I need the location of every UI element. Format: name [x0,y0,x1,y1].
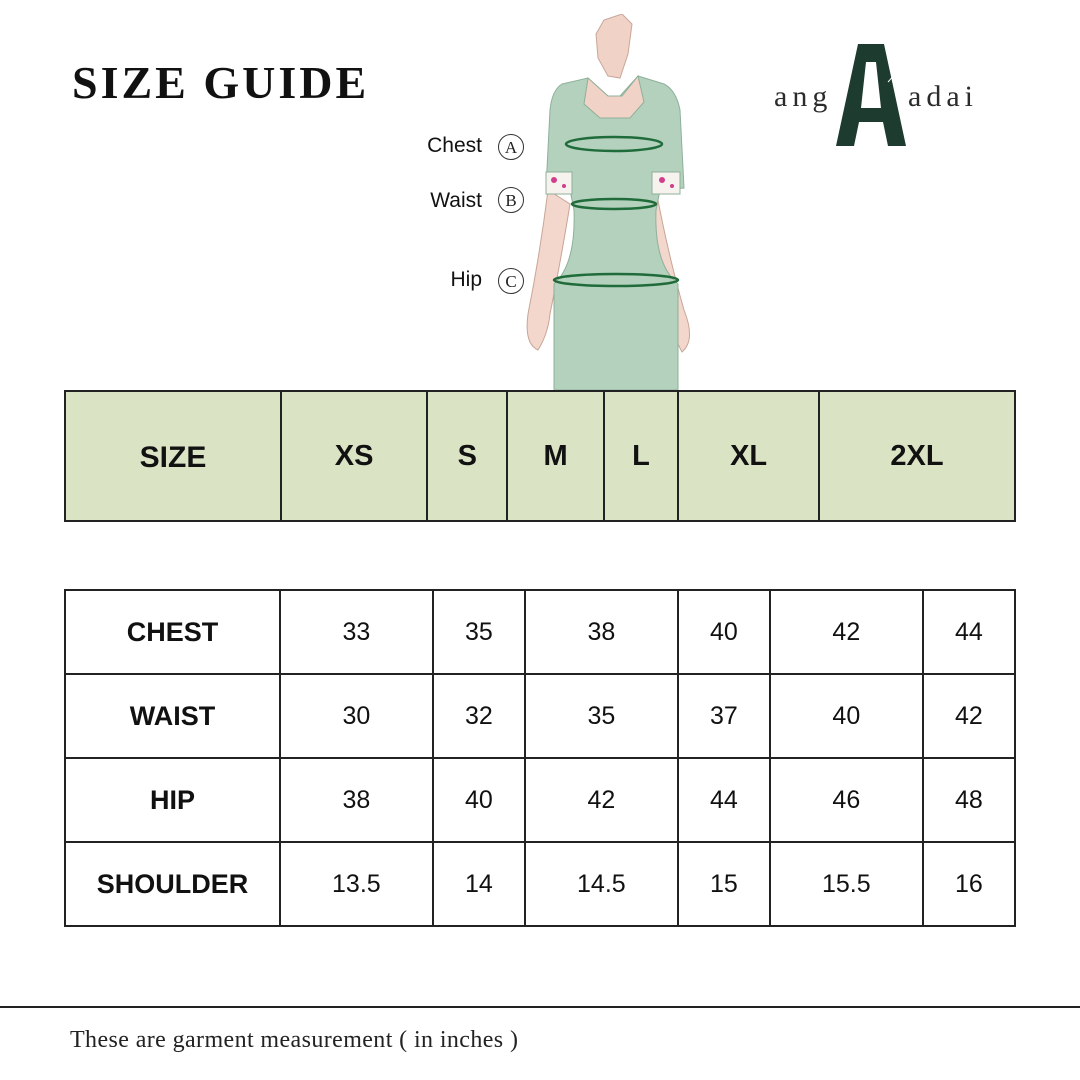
table-cell: 35 [525,674,678,758]
row-header-shoulder: SHOULDER [65,842,280,926]
table-cell: 38 [525,590,678,674]
table-row [65,674,1015,758]
size-2xl: 2XL [819,391,1015,521]
size-l: L [604,391,678,521]
table-row [65,758,1015,842]
chest-label: Chest [427,134,482,157]
logo-text-left: ang [774,80,833,113]
hip-marker: C [498,268,524,294]
table-cell: 14.5 [525,842,678,926]
table-cell: 30 [280,674,433,758]
table-row [65,590,1015,674]
row-header-chest: CHEST [65,590,280,674]
table-cell: 37 [678,674,770,758]
table-cell: 40 [770,674,923,758]
table-cell: 42 [770,590,923,674]
table-cell: 38 [280,758,433,842]
logo-letter-a-icon [836,42,906,148]
table-cell: 44 [678,758,770,842]
size-header-row [65,391,1015,521]
row-header-hip: HIP [65,758,280,842]
table-cell: 40 [678,590,770,674]
footer-divider [0,1006,1080,1008]
table-cell: 13.5 [280,842,433,926]
chest-marker: A [498,134,524,160]
waist-marker: B [498,187,524,213]
footnote: These are garment measurement ( in inches ) [70,1027,519,1053]
brand-logo [770,40,1010,150]
table-cell: 35 [433,590,525,674]
size-xs: XS [281,391,427,521]
dress-illustration [518,14,718,390]
waist-label: Waist [430,189,482,212]
row-header-waist: WAIST [65,674,280,758]
measurement-table [64,589,1016,927]
table-cell: 33 [280,590,433,674]
table-cell: 46 [770,758,923,842]
table-cell: 32 [433,674,525,758]
table-cell: 40 [433,758,525,842]
hip-label: Hip [450,268,482,291]
table-cell: 42 [525,758,678,842]
table-cell: 48 [923,758,1015,842]
page-title: SIZE GUIDE [72,57,370,108]
table-cell: 44 [923,590,1015,674]
table-cell: 14 [433,842,525,926]
table-cell: 16 [923,842,1015,926]
size-xl: XL [678,391,819,521]
size-header-label: SIZE [65,391,281,521]
size-header-table [64,390,1016,522]
table-cell: 15.5 [770,842,923,926]
size-s: S [427,391,507,521]
logo-text-right: adai [908,80,978,113]
table-cell: 42 [923,674,1015,758]
table-row [65,842,1015,926]
size-m: M [507,391,604,521]
table-cell: 15 [678,842,770,926]
